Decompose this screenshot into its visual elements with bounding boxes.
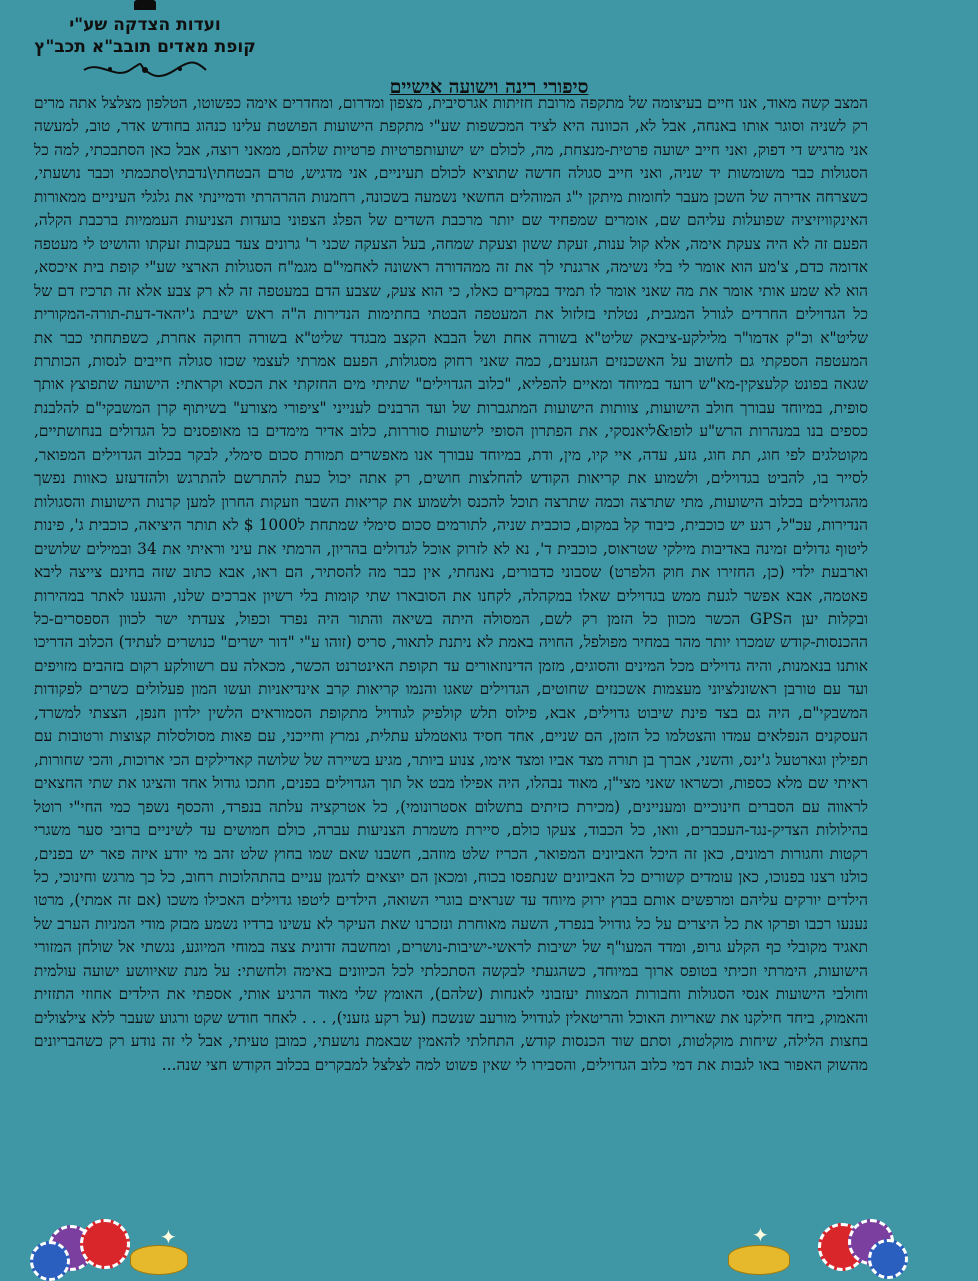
gold-coins-icon bbox=[728, 1245, 790, 1275]
casino-chips-icon: ✦ bbox=[20, 1219, 200, 1267]
page-title: סיפורי רינה וישועה אישיים bbox=[389, 76, 589, 98]
story-paragraph: המצב קשה מאוד, אנו חיים בעיצומה של מתקפה מרובת חזיתות אגרסיבית, מצפון ומדרום, ומחדרים אימה כפשוטו, הטלפון מצלצל אתה מרים רק לשניה וסוגר אותו באנחה, אבל לא, הכוונה היא לציד המכשפות שע"י מתקפת הישועות הפושטת עלינו כנהוג בחודש אדר, טוב, למעשה אני מרגיש די דפוק, ואני חייב ישועה פרטית-מנצחת, מה, לכולם יש ישועותפרטיות פרטיות שלהם, ממאני רוצה, אבל כאן הסתבכתי, למה כל הסגולות כבר משומשות יד שניה, ואני חייב סגולה חדשה שתוציא לכולם תעיניים, אני מדגיש, טרם הבטחתי\נדבתי\סתכמתי וכבר נושעתי, כשצרחה אדירה של השכן מעבר לחומות מיתקן י"ג המוהלים החשאי נשמעה בשכונה, רחמנות ההרהרתי ודמיינתי את גלגלי העיניים ממאורות האינקוויזיציה שפועלות עליהם שם, אומרים שמפחיד שם יותר מרכבת השדים של הפלג הצפוני בועדות הצניעות העממיות ברכבת הקלה, הפעם זה לא היה צעקת אימה, אלא קול ענות, זעקת ששון וצעקת שמחה, בעל הצעקה שכני ר' גרונים צעד בעקבות זעקתו והושיט לי מעטפה אדומה כדם, צ'מע הוא אומר לי בלי נשימה, ארגנתי לך את זה ממהדורה ראשונה לאחמי"ם מגמ"ח הסגולות הארצי שע"י קופת בית איכסא, הוא לא שמע אותי אומר את מה שאני אומר לו תמיד במקרים כאלו, כי הוא צעק, שצבע הדם במעטפה זה לא רק צבע אלא זה תרכיז דם של כל הגדוילים החרדים לגורל המגבית, נטלתי בזלזול את המעטפה הבטתי בחתימות הנדירות ה"ה ראש ישיבת ג'יהאד-דעת-תורה-המקורית שליט"א וכ"ק אדמו"ר מלילקע-ציבאק שליט"א בשורה אחת ושל הבבא הקצב מבגדד שליט"א בשורה רחוקה אחרת, כשפתחתי כבר את המעטפה הספקתי גם לחשוב על האשכנזים הגזענים, כמה שאני רחוק מסגולות, הפעם אמרתי לעצמי שכזו סגולה חייבים לנסות, הכותרת שגאה בפונט קלעצקין-מא"ש רועד במיוחד ומאיים להפליא, "כלוב הגדוילים" שתיתי מים החזקתי את הכסא וקראתי: הישועה שתפוצץ אותך סופית, במיוחד עבורך חולב הישועות, צוותות הישועות המתגברות של ועד הרבנים לענייני "ציפורי מצורע" בשיתוף קרן המשבקי"ם להלבנת כספים בנו במנהרות הרש"ע לופו&ליאנסקי, את הפתרון הסופי לישועות סוררות, כלוב אדיר מימדים בו מאופסנים כל הגדולים בנחושתיים, מקוטלגים לפי חוג, תת חוג, גזע, עדה, איי קיו, מין, ודת, במיוחד עבורך אנו מאפשרים תמורת סכום סימלי, לבקר בכלוב הגדוילים המפואר, לסייר בו, להביט בגדוילים, ולשמוע את קריאות הקודש להחלצות חושים, רק אתה יכול כעת להתרשם להתרגש ולהזדעזע כאוות נפשך מהגדוילים בכלוב הישועות, מתי שתרצה וכמה שתרצה תוכל להכנס ולשמוע את קריאות השבר וזעקות החרון למען קרנות הישועות והסגולות הנדירות, עכ"ל, רגע יש כוכבית, כיבוד קל במקום, כוכבית שניה, לתורמים סכום סימלי שמתחת ל1000 $ לא תותר היציאה, כוכבית ג', פינות ליטוף גדולים זמינה באדיבות מילקי שטראוס, כוכבית ד', נא לא לזרוק אוכל לגדולים בהריון, הרמתי את עיני וראיתי את 34 ובמילים שלושים וארבעת ילדי (כן, החזירו את חוק הלפרט) שסבוני כדבורים, נאנחתי, אין כבר מה להסתיר, הם ראו, אבא כתוב שזה בחינם צייצה ליבא פאטמה, אבא אפשר לגעת ממש בגדוילים שאלו במקהלה, לקחנו את הסובארו שתי קומות בלי רשיון אברכים שלנו, והגענו לאתר במהירות ובקלות יען הGPS הכשר מכוון כל הזמן רק לשם, המסולה היתה בשיאה והתור היה נפרד וכפול, צעדתי ישר לכוון הספסרים-כל ההכנסות-קודש שמכרו יותר מהר במחיר מפולפל, החויה באמת לא ניתנת לתאור, סריס (זוהו ע"י "דור ישרים" כנושרים לעתיד) הכלוב הדריכו אותנו בנאמנות, והיה גדוילים מכל המינים והסוגים, מזמן הדינוזאורים עד תקופת האינטרנט הכשר, מכאלה עם רשוולקע רקום בזהבים מזויפים ועד עם טורבן ראשונלציוני מעצמות אשכנזים שחוטים, הגדוילים שאגו והנמו קריאות קרב אינדיאניות ועשו המון פעלולים כשרים לפקודות המשבקי"ם, היה גם בצד פינת שיבוט גדוילים, אבא, פילוס תלש קולפיק לגודויל מתקופת הסמוראים הלשין ילדון חנפן, הצצתי למשרד, העסקנים הנפלאים עמדו והצטלמו כל הזמן, הם שניים, אחד חסיד גואטמלע עתלית, נמרץ וחייכני, עם פאות מסולסלות קצוצות ורטובות עם תפילין וגארטעל ג'ינס, והשני, אברך בן תורה מצד אביו ומצד אימו, צנוע ביותר, מגיע בשיירה של שלושה קאדילקים הכי ארוכות, והכי שחורות, ראיתי שם מלא כספות, וכשראו שאני מצי"ן, מאוד נבהלו, היה אפילו מבט אל תוך הגדוילים בפנים, חתכו גודול אחד והציגו את שתי החצאים לראווה עם הסברים חינוכיים ומעניינים, (מכירת כזיתים בתשלום אסטרונומי), כל אטרקציה עלתה בנפרד, והכסף נשפך כמי החי"י רוטל בהילולות הצדיק-נגד-העכברים, וואו, כל הכבוד, צעקו כולם, סיירת משמרת הצניעות עברה, כולם חמושים עד לשיניים ברובי סער משגרי רקטות וחגורות רמונים, כאן זה היכל האביונים המפואר, הכריז שלט מוזהב, חשבנו שאם שמו בחוץ שלט זהב מי יודע איזה פאר יש בפנים, כולנו רצנו בפנוכו, כאן עומדים קשורים כל האביונים שנתפסו בכוח, ומכאן הם יוצאים לדגמן עניים בהתהלוכות רחוב, כל כך מרגש וחינוכי, כל הילדים יורקים עליהם ומרפשים אותם בבוץ ירוק מיוחד עד שנראים בוגרי השואה, הילדים ליטפו גדוילים האכילו משכו (אם זה אמתי), מרטו נענעו רכבו ופרקו את כל היצרים על כל גודויל בנפרד, השעה מאוחרת ונזכרנו שאת העיקר לא עשינו ברדיו נשמע מבזק מודי המניות הערב של תאגיד מקובלי כף הקלע גרופ, ומדד המעו"ף של ישיבות לראשי-ישיבות-נושרים, ומחשבה זדונית צצה במוחי המיוגע, נגשתי אל שולחן המזורי הישועות, הימרתי וזכיתי בטופס ארוך במיוחד, כשהגעתי לבקשה הסתכלתי לכל הכיוונים באימה ולחשתי: על מנת שאיוושע ישועה עולמית וחולבי הישועות אנסי הסגולות וחבורות המצוות יעזבוני לאנחות (שלהם), האומץ שלי מאוד הרגיע אותי, אספתי את הילדים אחוזי התזזית והאמוק, ביחד חילקנו את שאריות האוכל והריטאלין לגודויל מורעב שנשכח (על רקע גזעני), . . . לאחר חודש שקט ורגוע שעבר ללא צילצולים בחצות הלילה, שיחות מוקלטות, וסתם שוד הכנסות קודש, התחלתי להאמין שבאמת נושעתי, כמובן טעיתי, אבל לי זה נודע רק כשהבריונים מהשוק האפור באו לגבות את דמי כלוב הגדוילים, והסבירו לי שאין פשוט למה לצלצל למבקרים בכלוב הקודש חצי שנה... bbox=[34, 94, 868, 1074]
gold-coins-icon bbox=[130, 1245, 188, 1275]
story-body bbox=[34, 92, 868, 1222]
header-line-1: ועדות הצדקה שע"י bbox=[69, 15, 221, 35]
crown-icon bbox=[134, 0, 156, 10]
header-line-2: קופת מאדים תובב"א תכב"ץ bbox=[34, 37, 256, 57]
casino-chips-icon: ✦ bbox=[728, 1219, 908, 1267]
